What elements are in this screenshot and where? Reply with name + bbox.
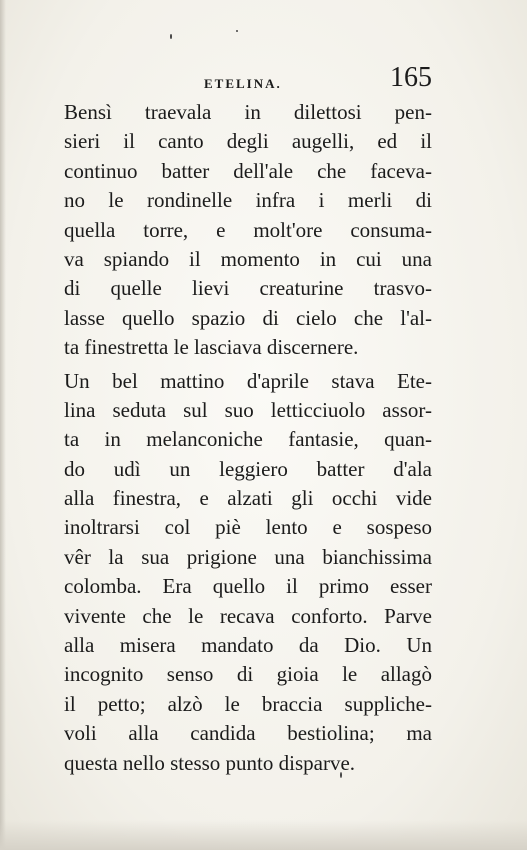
text-line: alla finestra, e alzati gli occhi vide <box>64 486 432 511</box>
paragraph-2 <box>64 367 432 778</box>
text-line: colomba. Era quello il primo esser <box>64 574 432 599</box>
text-line: no le rondinelle infra i merli di <box>64 188 432 213</box>
ink-speck <box>236 30 238 32</box>
text-line: sieri il canto degli augelli, ed il <box>64 129 432 154</box>
text-line: alla misera mandato da Dio. Un <box>64 633 432 658</box>
text-line: il petto; alzò le braccia suppliche- <box>64 691 432 716</box>
ink-speck <box>170 34 172 39</box>
text-line: incognito senso di gioia le allagò <box>64 662 432 687</box>
running-head: ETELINA. <box>204 76 282 91</box>
text-line: ta in melanconiche fantasie, quan- <box>64 427 432 452</box>
page-shadow-bottom <box>0 820 527 850</box>
paragraph-1 <box>64 98 432 363</box>
text-line: vêr la sua prigione una bianchissima <box>64 544 432 569</box>
text-line: vivente che le recava conforto. Parve <box>64 603 432 628</box>
text-line: quella torre, e molt'ore consuma- <box>64 217 432 242</box>
text-line: ta finestretta le lasciava discernere. <box>64 335 359 360</box>
text-line: questa nello stesso punto disparve. <box>64 750 356 775</box>
page-shadow-left <box>0 0 6 850</box>
text-line: Un bel mattino d'aprile stava Ete- <box>64 368 432 393</box>
page-header <box>64 62 432 96</box>
text-line: lina seduta sul suo letticciuolo assor- <box>64 397 432 422</box>
text-line: di quelle lievi creaturine trasvo- <box>64 276 432 301</box>
text-line: inoltrarsi col piè lento e sospeso <box>64 515 432 540</box>
text-line: do udì un leggiero batter d'ala <box>64 456 432 481</box>
text-line: Bensì traevala in dilettosi pen- <box>64 100 432 124</box>
text-line: va spiando il momento in cui una <box>64 246 432 271</box>
body-text <box>64 98 432 778</box>
text-line: voli alla candida bestiolina; ma <box>64 721 432 746</box>
text-line: continuo batter dell'ale che faceva- <box>64 158 432 183</box>
page-number: 165 <box>390 62 432 93</box>
text-line: lasse quello spazio di cielo che l'al- <box>64 305 432 330</box>
